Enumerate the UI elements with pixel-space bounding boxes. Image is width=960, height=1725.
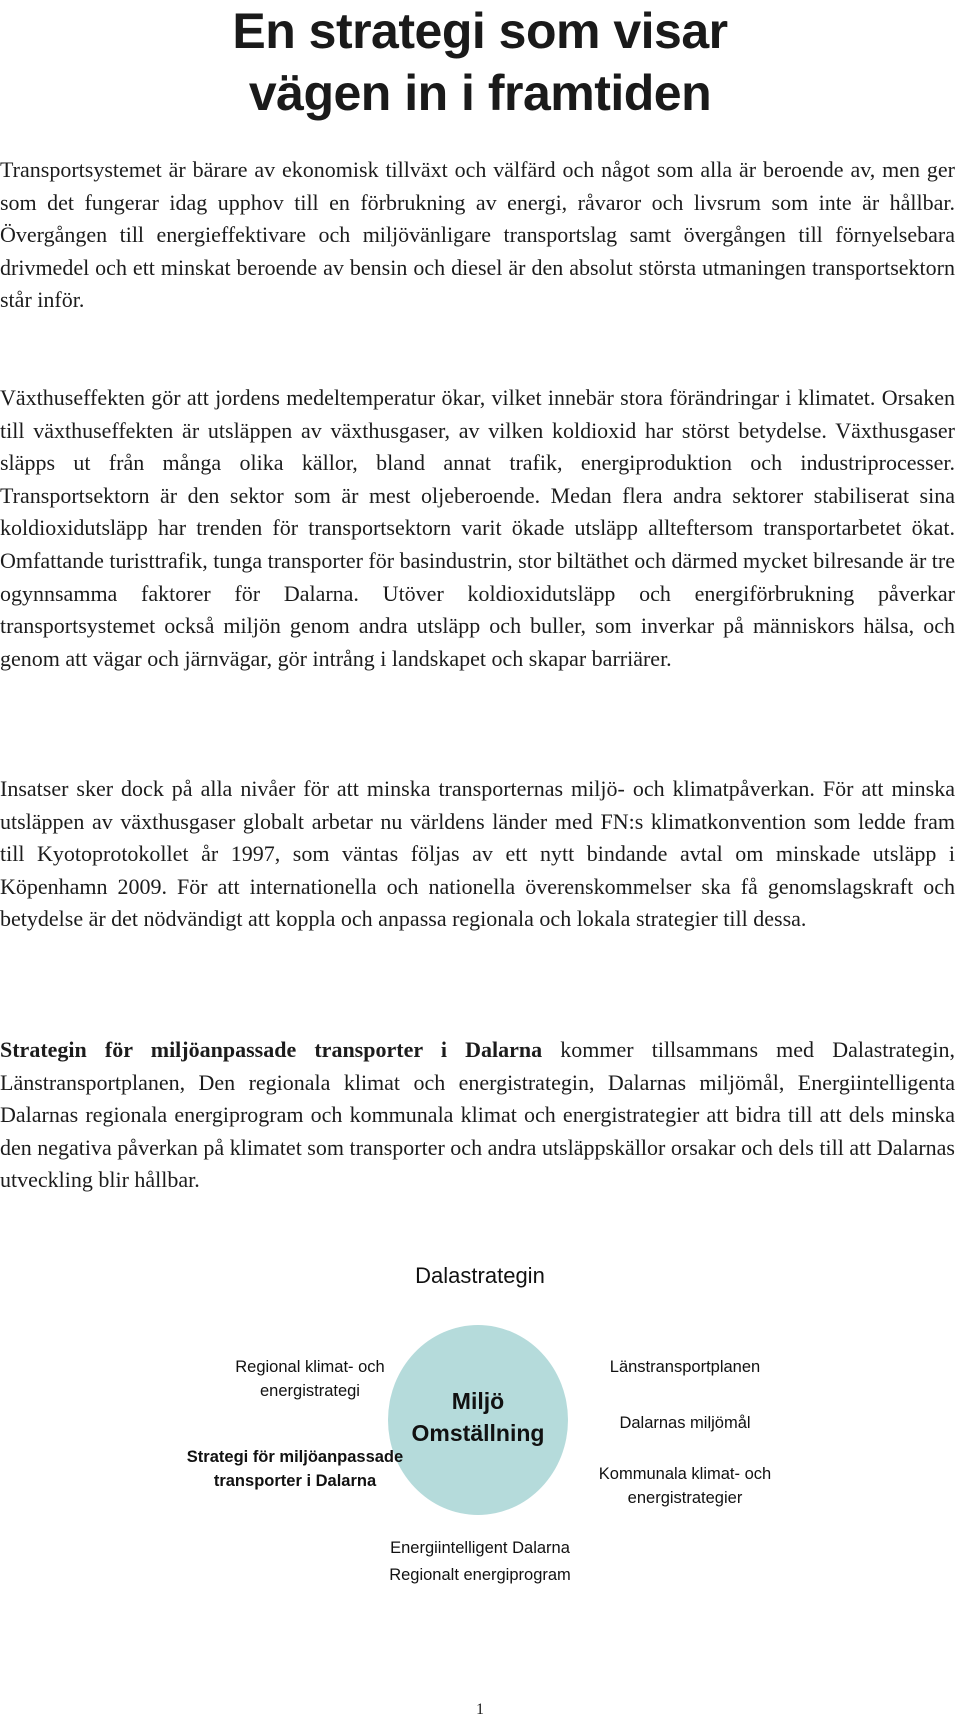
label-line: Regional klimat- och (235, 1358, 385, 1376)
paragraph-strategy (0, 1034, 955, 1197)
circle-label-line-2: Omställning (411, 1420, 545, 1446)
label-line: Strategi för miljöanpassade (186, 1448, 404, 1466)
title-line-1: En strategi som visar (232, 3, 728, 59)
page-title (0, 0, 960, 124)
paragraph-efforts: Insatser sker dock på alla nivåer för att minska transporternas miljö- och klimatpåverkan. För att minska utsläppen av växthusgaser globalt arbetar nu världens länder med FN:s klimatkonvention som ledde fram till Kyotoprotokollet år 1997, som väntas följas av ett nytt bindande avtal om minskade utsläpp i Köpenhamn 2009. För att internationella och nationella överenskommelser ska få genomslagskraft och betydelse är det nödvändigt att koppla och anpassa regionala och lokala strategier till dessa. (0, 776, 955, 932)
label-line: energistrategi (260, 1382, 360, 1400)
diagram-label-transport-plan: Länstransportplanen (609, 1358, 761, 1376)
diagram-label-energy-program: Regionalt energiprogram (389, 1566, 571, 1584)
paragraph-greenhouse-effect: Växthuseffekten gör att jordens medeltemperatur ökar, vilket innebär stora förändringar i klimatet. Orsaken till växthuseffekten är utsläppen av växthusgaser, av vilken koldioxid har störst betydelse. Växthusgaser släpps ut från många olika källor, bland annat trafik, energiproduktion och industriprocesser. Transportsektorn är den sektor som är mest oljeberoende. Medan flera andra sektorer stabiliserat sina koldioxidutsläpp har trenden för transportsektorn varit ökade utsläpp allteftersom transportarbetet ökat. Omfattande turisttrafik, tunga transporter för basindustrin, stor biltäthet och därmed mycket bilresande är tre ogynnsamma faktorer för Dalarna. Utöver koldioxidutsläpp och energiförbrukning påverkar transportsystemet också miljön genom andra utsläpp och buller, som inverkar på människors hälsa, och genom att vägar och järnvägar, gör intrång i landskapet och skapar barriärer. (0, 385, 955, 671)
diagram-label-dalastrategin: Dalastrategin (415, 1263, 545, 1288)
diagram-label-transport-strategy (105, 1445, 485, 1493)
strategy-text: kommer tillsammans med Dalastrategin, Länstransportplanen, Den regionala klimat och energistrategin, Dalarnas miljömål, Energiintelligenta Dalarnas regionala energiprogram och kommunala klimat och energistrategier att bidra till att dels minska den negativa påverkan på klimatet som transporter och andra utsläppskällor orsakar och dels till att Dalarnas utveckling blir hållbar. (0, 1037, 955, 1193)
strategy-name-bold: Strategin för miljöanpassade transporter i Dalarna (0, 1037, 543, 1062)
diagram-label-regional-climate (175, 1355, 445, 1403)
diagram-label-energy-intelligent: Energiintelligent Dalarna (390, 1539, 570, 1557)
paragraph-transport-system: Transportsystemet är bärare av ekonomisk tillväxt och välfärd och något som alla är beroende av, men ger som det fungerar idag upphov till en förbrukning av energi, råvaror och livsrum som inte är hållbar. Övergången till energieffektivare och miljövänligare transportslag samt övergången till förnyelsebara drivmedel och ett minskat beroende av bensin och diesel är den absolut största utmaningen transportsektorn står inför. (0, 157, 955, 313)
title-line-2: vägen in i framtiden (248, 65, 712, 121)
circle-label-line-1: Miljö (451, 1388, 505, 1414)
label-line: energistrategier (627, 1489, 743, 1507)
label-line: transporter i Dalarna (213, 1472, 377, 1490)
label-line: Kommunala klimat- och (598, 1465, 772, 1483)
diagram-label-municipal-strategies (560, 1462, 810, 1510)
diagram-label-environmental-goals: Dalarnas miljömål (619, 1414, 751, 1432)
page-number: 1 (476, 1701, 484, 1718)
